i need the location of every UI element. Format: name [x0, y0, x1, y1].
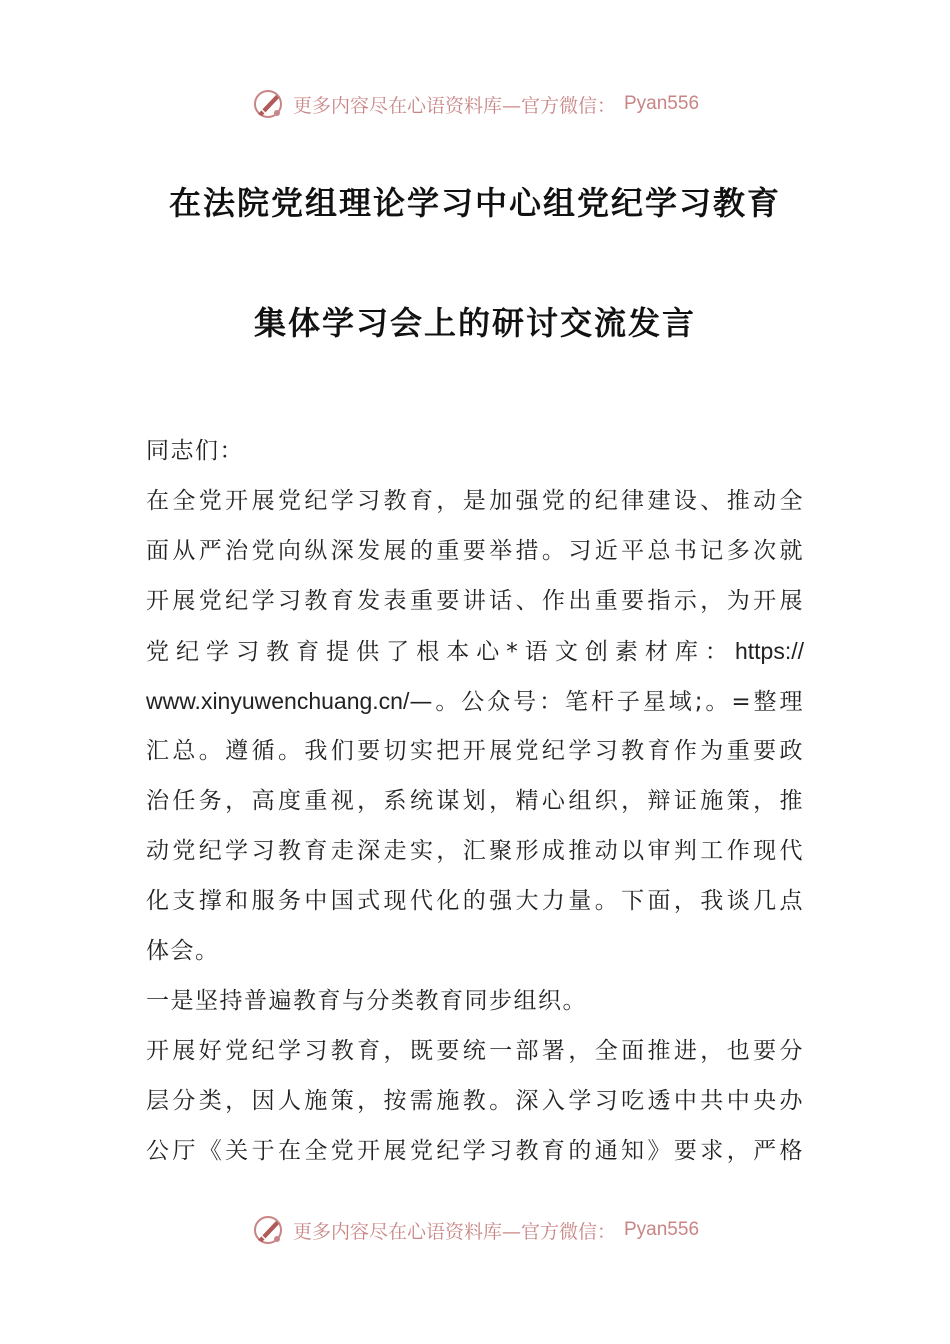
- banner-contact: Pyan556: [624, 93, 700, 114]
- section-heading: 一是坚持普遍教育与分类教育同步组织。: [146, 988, 587, 1014]
- body-line: 同志们：: [146, 438, 244, 464]
- body-line: 开展党纪学习教育发表重要讲话、作出重要指示，为开展: [146, 588, 804, 614]
- document-body: [146, 426, 804, 1176]
- url-text: https://: [734, 638, 804, 664]
- body-line: 动党纪学习教育走深走实，汇聚形成推动以审判工作现代: [146, 838, 804, 864]
- body-line: 汇总。遵循。我们要切实把开展党纪学习教育作为重要政: [146, 738, 804, 764]
- body-line: 化支撑和服务中国式现代化的强大力量。下面，我谈几点: [146, 888, 804, 914]
- body-line-with-url: [146, 676, 804, 726]
- body-line: 开展好党纪学习教育，既要统一部署，全面推进，也要分: [146, 1038, 804, 1064]
- body-line: 公厅《关于在全党开展党纪学习教育的通知》要求，严格: [146, 1138, 804, 1164]
- banner-contact: Pyan556: [624, 1219, 700, 1240]
- body-line: 在全党开展党纪学习教育，是加强党的纪律建设、推动全: [146, 488, 804, 514]
- body-line: 层分类，因人施策，按需施教。深入学习吃透中共中央办: [146, 1088, 804, 1114]
- document-title-line-2: 集体学习会上的研讨交流发言: [253, 304, 696, 342]
- body-line: 治任务，高度重视，系统谋划，精心组织，辩证施策，推: [146, 788, 804, 814]
- quill-logo-icon: [251, 1213, 285, 1247]
- quill-logo-icon: [251, 87, 285, 121]
- body-text: —。公众号：笔杆子星域;。=整理: [409, 689, 804, 715]
- body-text: 党纪学习教育提供了根本心*语文创素材库：: [146, 639, 735, 665]
- banner-text: 更多内容尽在心语资料库—官方微信：: [292, 94, 616, 117]
- banner-text: 更多内容尽在心语资料库—官方微信：: [292, 1220, 616, 1243]
- url-text: www.xinyuwenchuang.cn/: [146, 688, 410, 714]
- body-line: 面从严治党向纵深发展的重要举措。习近平总书记多次就: [146, 538, 804, 564]
- header-banner: [0, 84, 950, 124]
- body-line: 体会。: [146, 938, 220, 964]
- document-title-line-1: 在法院党组理论学习中心组党纪学习教育: [168, 184, 781, 222]
- body-line-with-url: [146, 626, 804, 676]
- footer-banner: [0, 1210, 950, 1250]
